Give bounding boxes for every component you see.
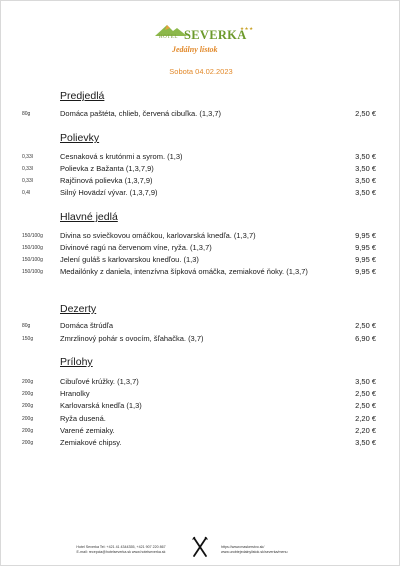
footer-links — [221, 545, 341, 555]
item-weight: 200g — [22, 415, 34, 422]
item-name: Karlovarská knedľa (1,3) — [60, 401, 142, 410]
menu-item — [1, 188, 400, 200]
menu-item — [1, 321, 400, 333]
menu-item — [1, 164, 400, 176]
item-name: Domáca paštéta, chlieb, červená cibuľka. (1,3,7) — [60, 109, 222, 118]
item-weight: 0,33l — [22, 165, 33, 172]
menu-item — [1, 267, 400, 289]
hotel-word: HOTEL — [159, 35, 178, 40]
menu-item — [1, 334, 400, 346]
footer-email-line: E-mail: recepcia@hotelseverka.sk www.hotelseverka.sk — [76, 550, 166, 554]
item-name: Jelení guláš s karlovarskou knedľou. (1,3) — [60, 255, 199, 264]
item-name: Zmrzlinový pohár s ovocím, šľahačka. (3,7) — [60, 334, 204, 343]
item-weight: 150g — [22, 335, 34, 342]
item-name: Silný Hovädzí vývar. (1,3,7,9) — [60, 188, 158, 197]
section-title-dezerty: Dezerty — [60, 303, 97, 315]
item-weight: 200g — [22, 427, 34, 434]
hotel-logo — [151, 23, 254, 57]
menu-item — [1, 389, 400, 401]
item-name: Varené zemiaky. — [60, 426, 115, 435]
item-weight: 150/100g — [22, 268, 43, 275]
menu-item — [1, 176, 400, 188]
item-weight: 150/100g — [22, 232, 43, 239]
item-price: 3,50 € — [355, 188, 376, 197]
footer-link-2[interactable]: www.urobtejedalnylistok.sk/severka/menu — [221, 550, 288, 554]
item-price: 3,50 € — [355, 164, 376, 173]
footer-link-1[interactable]: https://www.maskerstvo.sk/ — [221, 545, 265, 549]
item-weight: 150/100g — [22, 244, 43, 251]
item-weight: 0,33l — [22, 177, 33, 184]
menu-date: Sobota 04.02.2023 — [169, 67, 233, 76]
menu-subtitle: Jedálny lístok — [172, 45, 218, 54]
menu-item — [1, 377, 400, 389]
menu-item — [1, 401, 400, 413]
item-price: 2,50 € — [355, 401, 376, 410]
item-price: 3,50 € — [355, 152, 376, 161]
item-name: Cesnaková s krutónmi a syrom. (1,3) — [60, 152, 183, 161]
item-name: Hranolky — [60, 389, 90, 398]
item-weight: 200g — [22, 402, 34, 409]
item-name: Rajčinová polievka (1,3,7,9) — [60, 176, 153, 185]
item-price: 3,50 € — [355, 377, 376, 386]
item-weight: 200g — [22, 439, 34, 446]
item-price: 3,50 € — [355, 438, 376, 447]
menu-item — [1, 109, 400, 121]
page-footer — [1, 541, 400, 561]
item-price: 2,50 € — [355, 321, 376, 330]
item-name: Polievka z Bažanta (1,3,7,9) — [60, 164, 154, 173]
item-name: Medailónky z daniela, intenzívna šípková omáčka, zemiakové ňoky. (1,3,7) — [60, 267, 308, 276]
brand-name: SEVERKA — [184, 28, 247, 42]
item-price: 2,50 € — [355, 389, 376, 398]
cutlery-icon — [191, 536, 209, 558]
item-price: 2,20 € — [355, 426, 376, 435]
item-price: 3,50 € — [355, 176, 376, 185]
menu-item — [1, 414, 400, 426]
item-price: 9,95 € — [355, 243, 376, 252]
star-rating: ★★★ — [240, 26, 254, 31]
menu-item — [1, 438, 400, 450]
menu-item — [1, 152, 400, 164]
section-title-hlavne-jedla: Hlavné jedlá — [60, 211, 118, 223]
item-price: 9,95 € — [355, 267, 376, 276]
item-name: Divina so sviečkovou omáčkou, karlovarská knedľa. (1,3,7) — [60, 231, 256, 240]
item-name: Cibuľové krúžky. (1,3,7) — [60, 377, 139, 386]
section-title-prilohy: Prílohy — [60, 356, 93, 368]
item-price: 2,20 € — [355, 414, 376, 423]
item-price: 9,95 € — [355, 231, 376, 240]
section-title-polievky: Polievky — [60, 132, 100, 144]
section-title-predjedla: Predjedlá — [60, 90, 105, 102]
item-name: Zemiakové chipsy. — [60, 438, 122, 447]
item-weight: 80g — [22, 322, 31, 329]
item-price: 2,50 € — [355, 109, 376, 118]
menu-item — [1, 231, 400, 243]
footer-contact — [61, 545, 181, 555]
item-price: 9,95 € — [355, 255, 376, 264]
menu-item — [1, 255, 400, 267]
item-weight: 0,4l — [22, 189, 31, 196]
item-weight: 200g — [22, 390, 34, 397]
menu-item — [1, 426, 400, 438]
item-weight: 150/100g — [22, 256, 43, 263]
menu-item — [1, 243, 400, 255]
item-name: Divinové ragú na červenom víne, ryža. (1,3,7) — [60, 243, 212, 252]
item-weight: 200g — [22, 378, 34, 385]
item-price: 6,90 € — [355, 334, 376, 343]
item-name: Ryža dusená. — [60, 414, 106, 423]
item-name: Domáca štrúdľa — [60, 321, 114, 330]
footer-phone-line: Hotel Severka Tel: +421 41 4344355, +421 907 220 867 — [76, 545, 166, 549]
item-weight: 80g — [22, 110, 31, 117]
item-weight: 0,33l — [22, 153, 33, 160]
